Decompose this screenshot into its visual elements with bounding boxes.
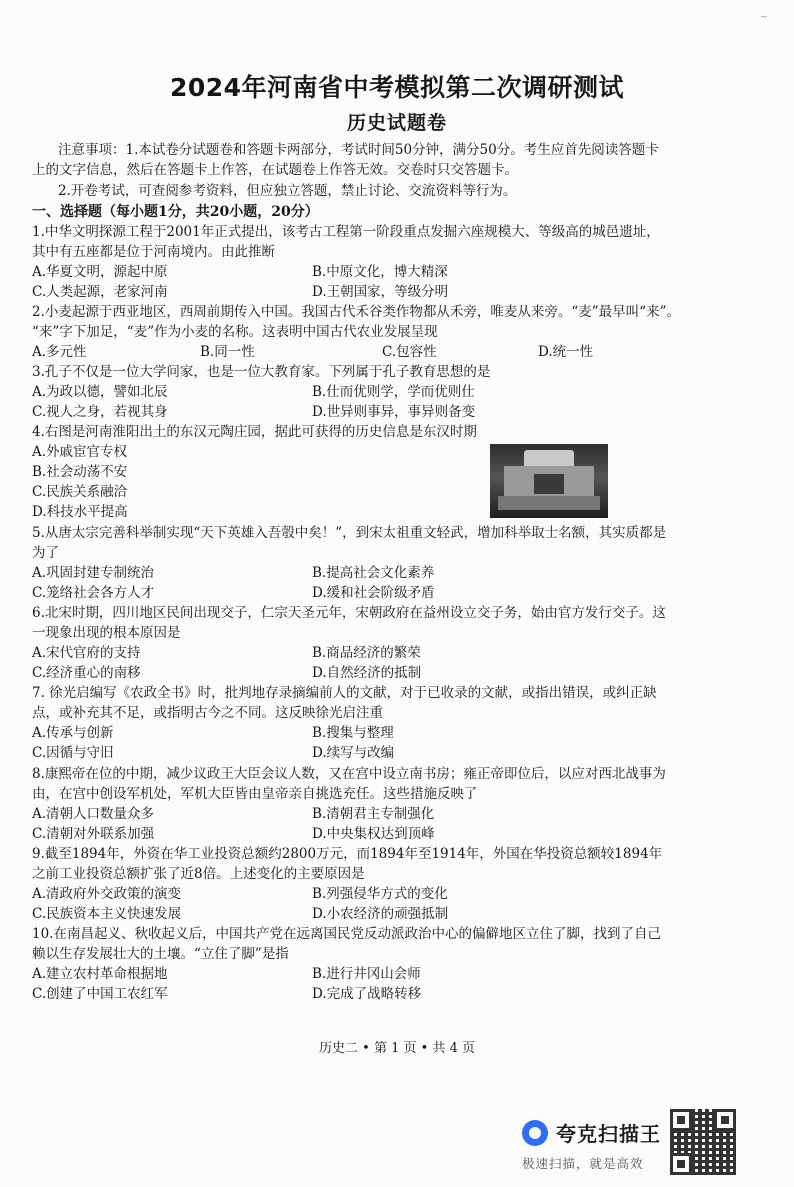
q6-option-b: B.商品经济的繁荣 bbox=[312, 645, 421, 661]
exam-title: 2024年河南省中考模拟第二次调研测试 bbox=[169, 73, 625, 102]
qr-finder-bottom-left bbox=[670, 1153, 692, 1175]
q1-option-b: B.中原文化，博大精深 bbox=[312, 264, 448, 280]
q2-stem-line-1: 2.小麦起源于西亚地区，西周前期传入中国。我国古代禾谷类作物都从禾旁，唯麦从来旁。“麦”最早叫“来”。 bbox=[32, 304, 680, 320]
q1-stem-line-2: 其中有五座都是位于河南境内。由此推断 bbox=[32, 244, 275, 260]
q2-option-d: D.统一性 bbox=[538, 344, 594, 360]
q3-option-b: B.仕而优则学，学而优则仕 bbox=[312, 384, 475, 400]
exam-subtitle: 历史试题卷 bbox=[346, 112, 447, 134]
q5-option-b: B.提高社会文化素养 bbox=[312, 565, 435, 581]
section-heading: 一、选择题（每小题1分，共20小题，20分） bbox=[32, 204, 319, 220]
q2-option-b: B.同一性 bbox=[200, 344, 255, 360]
q4-option-b: B.社会动荡不安 bbox=[32, 464, 128, 480]
q6-option-d: D.自然经济的抵制 bbox=[312, 665, 422, 681]
qr-code-icon bbox=[670, 1109, 736, 1175]
q1-option-d: D.王朝国家，等级分明 bbox=[312, 284, 449, 300]
q2-option-a: A.多元性 bbox=[32, 344, 87, 360]
q7-option-b: B.搜集与整理 bbox=[312, 725, 394, 741]
q8-option-b: B.清朝君主专制强化 bbox=[312, 806, 435, 822]
q7-stem-line-2: 点，或补充其不足，或指明古今之不同。这反映徐光启注重 bbox=[32, 705, 383, 721]
q9-stem-line-2: 之前工业投资总额扩张了近8倍。上述变化的主要原因是 bbox=[32, 866, 365, 882]
q5-option-a: A.巩固封建专制统治 bbox=[32, 565, 155, 581]
q6-option-a: A.宋代官府的支持 bbox=[32, 645, 141, 661]
photo-doorway-shape bbox=[534, 474, 564, 494]
scan-artifact-mark: ~ bbox=[760, 12, 769, 23]
scanner-brand: 夸克扫描王 bbox=[556, 1122, 661, 1146]
q8-stem-line-2: 由，在宫中创设军机处，军机大臣皆由皇帝亲自挑选充任。这些措施反映了 bbox=[32, 786, 478, 802]
photo-base-shape bbox=[498, 496, 600, 510]
q1-option-c: C.人类起源，老家河南 bbox=[32, 284, 168, 300]
q7-option-d: D.续写与改编 bbox=[312, 745, 395, 761]
q9-option-c: C.民族资本主义快速发展 bbox=[32, 906, 182, 922]
q5-stem-line-2: 为了 bbox=[32, 545, 59, 561]
q5-stem-line-1: 5.从唐太宗完善科举制实现“天下英雄入吾彀中矣！”，到宋太祖重文轻武，增加科举取士名额，其实质都是 bbox=[32, 525, 667, 541]
q2-option-c: C.包容性 bbox=[382, 344, 437, 360]
q9-option-a: A.清政府外交政策的演变 bbox=[32, 886, 182, 902]
q10-option-a: A.建立农村革命根据地 bbox=[32, 966, 168, 982]
q4-option-a: A.外戚宦官专权 bbox=[32, 444, 128, 460]
q2-stem-line-2: “来”字下加足，“麦”作为小麦的名称。这表明中国古代农业发展呈现 bbox=[32, 324, 438, 340]
q1-option-a: A.华夏文明，源起中原 bbox=[32, 264, 168, 280]
q3-stem-line-1: 3.孔子不仅是一位大学问家，也是一位大教育家。下列属于孔子教育思想的是 bbox=[32, 364, 491, 380]
scanner-logo-icon bbox=[522, 1120, 548, 1146]
q3-option-d: D.世异则事异，事异则备变 bbox=[312, 404, 476, 420]
pottery-manor-photo bbox=[490, 444, 608, 518]
q1-stem-line-1: 1.中华文明探源工程于2001年正式提出，该考古工程第一阶段重点发掘六座规模大、等级高的城邑遗址， bbox=[32, 224, 660, 240]
qr-finder-top-right bbox=[714, 1109, 736, 1131]
notes-line-3: 2.开卷考试，可查阅参考资料，但应独立答题，禁止讨论、交流资料等行为。 bbox=[58, 183, 517, 199]
q10-stem-line-1: 10.在南昌起义、秋收起义后，中国共产党在远离国民党反动派政治中心的偏僻地区立住了脚，找到了自己 bbox=[32, 926, 661, 942]
q5-option-c: C.笼络社会各方人才 bbox=[32, 585, 155, 601]
q8-option-c: C.清朝对外联系加强 bbox=[32, 826, 155, 842]
q10-option-c: C.创建了中国工农红军 bbox=[32, 986, 168, 1002]
q10-option-b: B.进行井冈山会师 bbox=[312, 966, 421, 982]
q10-option-d: D.完成了战略转移 bbox=[312, 986, 422, 1002]
page-footer: 历史二 • 第 1 页 • 共 4 页 bbox=[319, 1041, 475, 1056]
q6-stem-line-1: 6.北宋时期，四川地区民间出现交子，仁宗天圣元年，宋朝政府在益州设立交子务，始由官方发行交子。这 bbox=[32, 605, 666, 621]
q10-stem-line-2: 赖以生存发展壮大的土壤。“立住了脚”是指 bbox=[32, 946, 289, 962]
q8-stem-line-1: 8.康熙帝在位的中期，减少议政王大臣会议人数，又在宫中设立南书房；雍正帝即位后，以应对西北战事为 bbox=[32, 766, 666, 782]
q8-option-a: A.清朝人口数量众多 bbox=[32, 806, 155, 822]
q6-option-c: C.经济重心的南移 bbox=[32, 665, 141, 681]
q4-stem-line-1: 4.右图是河南淮阳出土的东汉元陶庄园，据此可获得的历史信息是东汉时期 bbox=[32, 424, 477, 440]
q5-option-d: D.缓和社会阶级矛盾 bbox=[312, 585, 435, 601]
q7-option-a: A.传承与创新 bbox=[32, 725, 114, 741]
q4-option-c: C.民族关系融洽 bbox=[32, 484, 128, 500]
q9-option-d: D.小农经济的顽强抵制 bbox=[312, 906, 449, 922]
q3-option-c: C.视人之身，若视其身 bbox=[32, 404, 168, 420]
notes-line-1: 注意事项：1.本试卷分试题卷和答题卡两部分，考试时间50分钟，满分50分。考生应首先阅读答题卡 bbox=[58, 142, 659, 158]
q3-option-a: A.为政以德，譬如北辰 bbox=[32, 384, 168, 400]
q6-stem-line-2: 一现象出现的根本原因是 bbox=[32, 625, 181, 641]
q9-option-b: B.列强侵华方式的变化 bbox=[312, 886, 448, 902]
q7-stem-line-1: 7. 徐光启编写《农政全书》时，批判地存录摘编前人的文献，对于已收录的文献，或指出错误，或纠正缺 bbox=[32, 685, 657, 701]
q7-option-c: C.因循与守旧 bbox=[32, 745, 114, 761]
qr-finder-top-left bbox=[670, 1109, 692, 1131]
q9-stem-line-1: 9.截至1894年，外资在华工业投资总额约2800万元，而1894年至1914年，外国在华投资总额较1894年 bbox=[32, 846, 663, 862]
notes-line-2: 上的文字信息，然后在答题卡上作答，在试题卷上作答无效。交卷时只交答题卡。 bbox=[32, 162, 518, 178]
q8-option-d: D.中央集权达到顶峰 bbox=[312, 826, 435, 842]
q4-option-d: D.科技水平提高 bbox=[32, 504, 128, 520]
scanner-slogan: 极速扫描，就是高效 bbox=[522, 1156, 644, 1171]
